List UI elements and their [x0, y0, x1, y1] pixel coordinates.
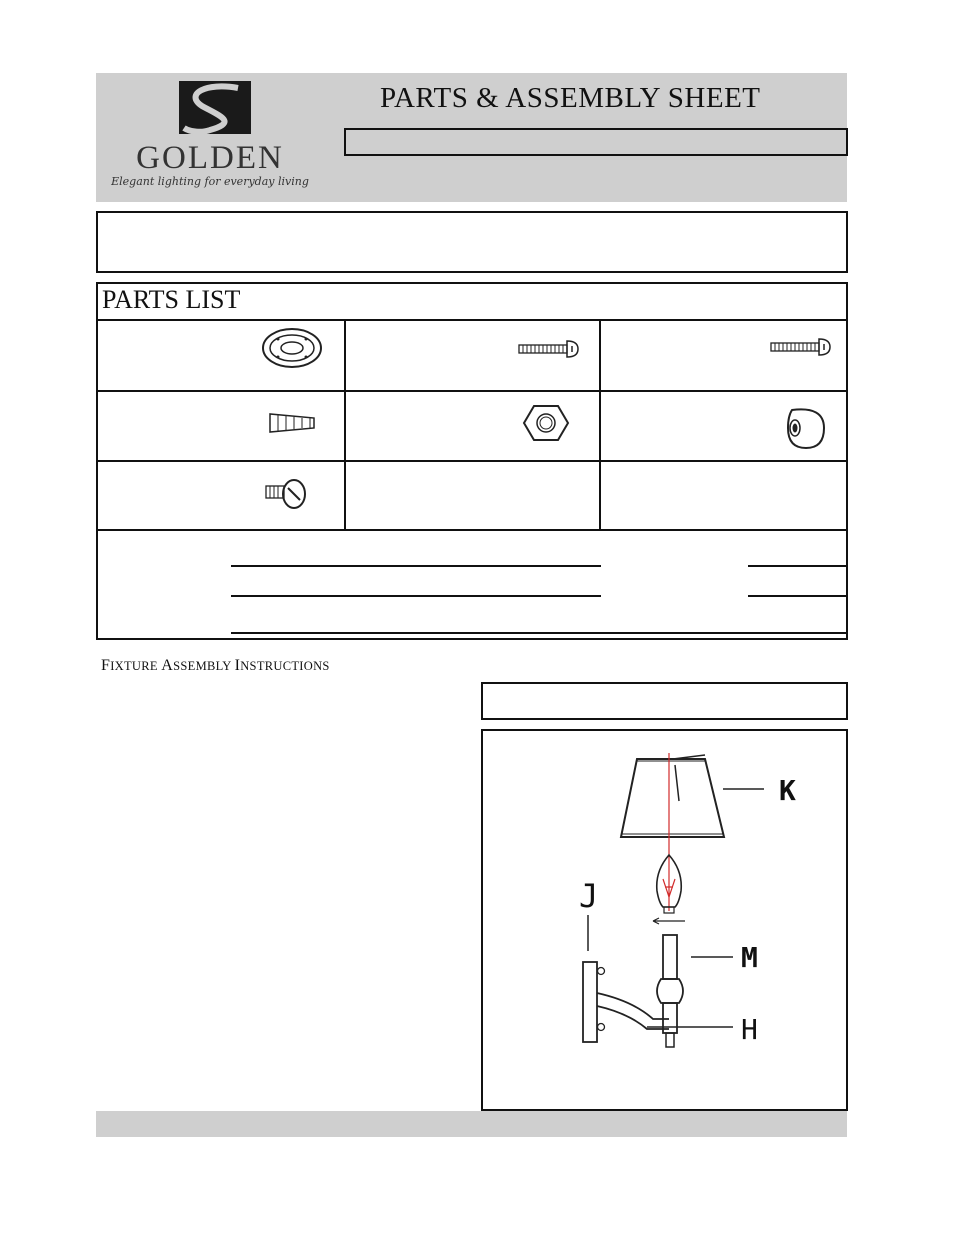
- title-cap: A: [161, 657, 174, 674]
- diagram-caption-box: [481, 682, 848, 720]
- assembly-instructions-title: [101, 657, 330, 675]
- column-divider: [599, 320, 601, 530]
- parts-list-title: PARTS LIST: [102, 285, 241, 314]
- blank-line: [748, 595, 846, 597]
- assembly-diagram: [483, 731, 846, 1109]
- title-rest: IXTURE: [110, 659, 162, 673]
- blank-line: [231, 595, 601, 597]
- ground-screw-icon: [262, 476, 310, 514]
- row-divider: [96, 460, 848, 462]
- page-title: PARTS & ASSEMBLY SHEET: [380, 82, 761, 114]
- lamp-shade-icon: [621, 755, 724, 837]
- blank-line: [231, 565, 601, 567]
- label-k: K: [779, 774, 796, 807]
- label-m: M: [741, 941, 758, 974]
- column-divider: [344, 320, 346, 530]
- finial-ball-icon: [784, 404, 828, 450]
- title-rest: NSTRUCTIONS: [240, 659, 330, 673]
- row-divider: [96, 390, 848, 392]
- title-cap: I: [234, 657, 241, 674]
- long-screw-icon: [769, 336, 833, 358]
- golden-logo: [110, 78, 310, 196]
- wire-nut-icon: [266, 408, 318, 438]
- title-cap: F: [101, 657, 111, 674]
- info-box: [96, 211, 848, 273]
- title-rest: SSEMBLY: [173, 659, 235, 673]
- footer-band: [96, 1111, 847, 1137]
- model-number-box: [344, 128, 848, 156]
- wall-bracket-icon: [583, 962, 669, 1042]
- brand-tagline: Elegant lighting for everyday living: [111, 175, 309, 188]
- specification-box: [96, 529, 848, 640]
- socket-cup-icon: [657, 935, 683, 1047]
- rotate-arrow-icon: [653, 918, 685, 924]
- label-h: H: [741, 1013, 758, 1046]
- canopy-ring-icon: [260, 325, 324, 371]
- brand-name: GOLDEN: [136, 140, 284, 176]
- hex-nut-icon: [522, 403, 570, 443]
- blank-line: [748, 565, 846, 567]
- long-screw-icon: [517, 338, 581, 360]
- blank-line: [231, 632, 846, 634]
- label-j: J: [579, 877, 599, 915]
